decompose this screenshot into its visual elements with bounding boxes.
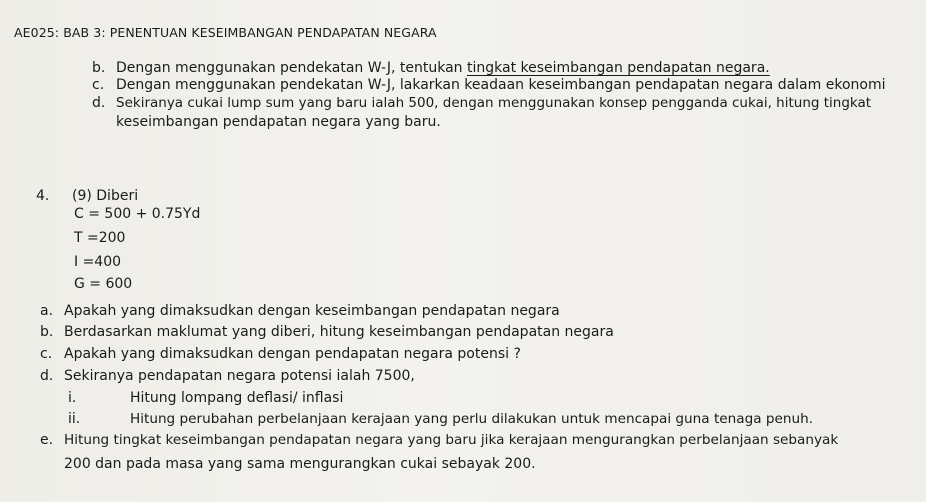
item-label: c. xyxy=(40,346,53,362)
item-label: ii. xyxy=(68,411,81,427)
item-label: a. xyxy=(40,303,54,319)
item-label: d. xyxy=(92,95,106,111)
item-label: i. xyxy=(68,390,77,406)
question-number: 4. xyxy=(36,188,50,204)
item-text: Hitung tingkat keseimbangan pendapatan negara yang baru jika kerajaan mengurangkan perbelanjaan sebanyak xyxy=(64,432,839,448)
item-text: Dengan menggunakan pendekatan W-J, tentukan tingkat keseimbangan pendapatan negara. xyxy=(116,60,770,76)
item-text: Sekiranya cukai lump sum yang baru ialah 500, dengan menggunakan konsep pengganda cukai, hitung tingkat xyxy=(116,95,872,111)
item-text: keseimbangan pendapatan negara yang baru. xyxy=(116,114,441,130)
item-text: Apakah yang dimaksudkan dengan pendapatan negara potensi ? xyxy=(64,346,521,362)
item-text: Berdasarkan maklumat yang diberi, hitung keseimbangan pendapatan negara xyxy=(64,324,614,340)
chapter-header: AE025: BAB 3: PENENTUAN KESEIMBANGAN PENDAPATAN NEGARA xyxy=(14,25,437,40)
question-title: (9) Diberi xyxy=(72,188,139,204)
item-text: Sekiranya pendapatan negara potensi ialah 7500, xyxy=(64,368,415,384)
question-4-heading xyxy=(36,188,139,205)
item-text: Hitung perubahan perbelanjaan kerajaan yang perlu dilakukan untuk mencapai guna tenaga penuh. xyxy=(130,411,814,427)
item-label: c. xyxy=(92,77,105,93)
item-text: 200 dan pada masa yang sama mengurangkan cukai sebayak 200. xyxy=(64,456,536,472)
item-label: e. xyxy=(40,432,54,448)
item-label: d. xyxy=(40,368,54,384)
given-consumption: C = 500 + 0.75Yd xyxy=(74,206,201,222)
item-text: Dengan menggunakan pendekatan W-J, lakarkan keadaan keseimbangan pendapatan negara dalam ekonomi xyxy=(116,77,886,93)
item-label: b. xyxy=(92,60,106,76)
given-tax: T =200 xyxy=(74,230,126,246)
given-investment: I =400 xyxy=(74,254,122,270)
item-text: Hitung lompang deflasi/ inflasi xyxy=(130,390,344,406)
item-text: Apakah yang dimaksudkan dengan keseimbangan pendapatan negara xyxy=(64,303,560,319)
given-government: G = 600 xyxy=(74,276,133,292)
item-label: b. xyxy=(40,324,54,340)
